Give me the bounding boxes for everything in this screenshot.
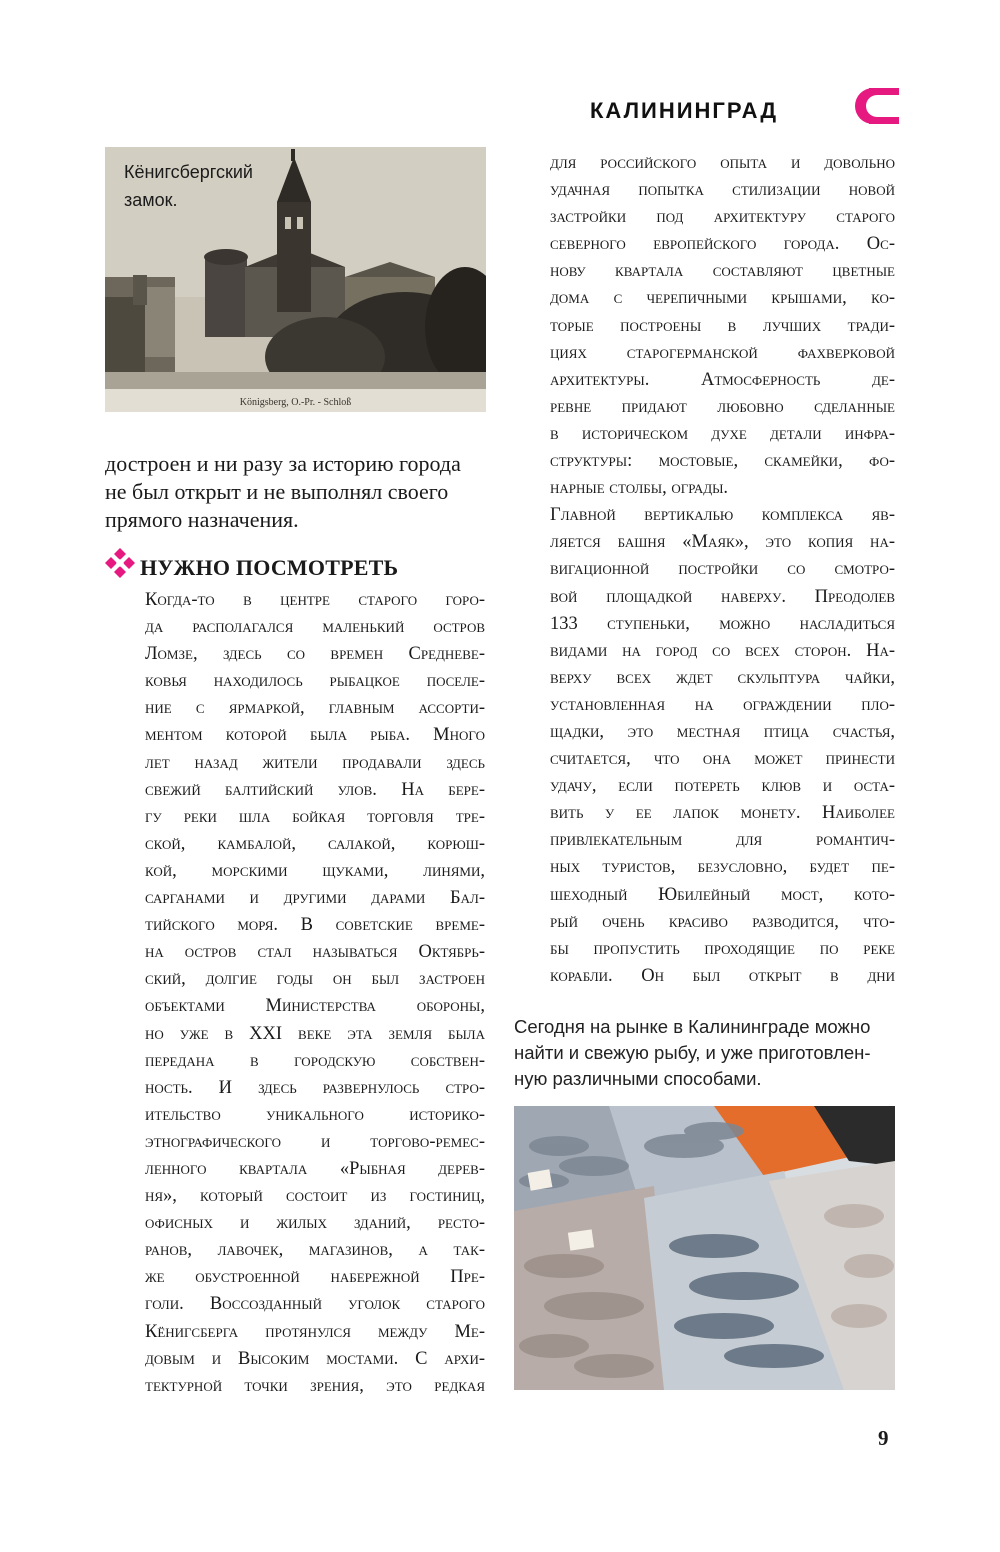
text-line: не был открыт и не выполнял своего [105, 479, 449, 504]
text-line: для российского опыта и довольно [550, 153, 895, 173]
section-title: КАЛИНИНГРАД [589, 98, 778, 123]
text-line: шеходный Юбилейный мост, кото- [550, 884, 895, 905]
text-line: ляется башня «Маяк», это копия на- [550, 532, 895, 553]
text-line: ковья находилось рыбацкое поселе- [145, 671, 485, 692]
text-line: тектурной точки зрения, это редкая [145, 1375, 485, 1396]
left-intro-paragraph [105, 450, 461, 534]
text-line: в историческом духе детали инфра- [550, 423, 895, 444]
text-line: офисных и жилых зданий, ресто- [145, 1213, 485, 1234]
postcard-inscription: Königsberg, O.-Pr. - Schloß [239, 397, 352, 408]
text-line: торые построены в лучших тради- [550, 315, 895, 336]
section-heading: НУЖНО ПОСМОТРЕТЬ [140, 555, 399, 580]
text-line: ментом которой была рыба. Много [145, 725, 485, 746]
text-line: да располагался маленький остров [145, 617, 485, 638]
text-line: вигационной постройки со смотро- [550, 559, 895, 580]
diamond-cluster-icon [104, 547, 136, 579]
text-line: свежий балтийский улов. На бере- [145, 779, 485, 800]
text-line: лет назад жители продавали здесь [145, 752, 485, 773]
text-line: довым и Высоким мостами. С архи- [145, 1348, 485, 1369]
text-line: гу реки шла бойкая торговля тре- [145, 806, 485, 827]
text-line: Кёнигсберга протянулся между Ме- [145, 1321, 485, 1342]
castle-photo-caption: Кёнигсбергский замок. [124, 162, 253, 210]
fish-photo-caption: Сегодня на рынке в Калининграде можно найти и свежую рыбу, и уже приготовлен- ную различными способами. [514, 1016, 871, 1089]
text-line: застройки под архитектуру старого [550, 207, 895, 228]
text-line: ность. И здесь развернулось стро- [145, 1077, 485, 1098]
text-line: передана в городскую собствен- [145, 1050, 485, 1071]
text-line: дома с черепичными крышами, ко- [550, 288, 895, 309]
text-line: нову квартала составляют цветные [550, 261, 895, 282]
text-line: Когда-то в центре старого горо- [145, 590, 485, 610]
text-line: структуры: мостовые, скамейки, фо- [550, 451, 895, 472]
text-line: этнографического и торгово-ремес- [145, 1131, 485, 1152]
text-line: нарные столбы, ограды. [550, 478, 729, 499]
left-column-text [145, 587, 485, 1400]
text-line: объектами Министерства обороны, [145, 996, 485, 1017]
text-line: кой, морскими щуками, линями, [145, 860, 485, 881]
text-line: архитектуры. Атмосферность де- [550, 369, 895, 390]
text-line: ский, долгие годы он был застроен [145, 969, 485, 990]
text-line: Главной вертикалью комплекса яв- [550, 505, 895, 526]
text-line: ревне придают любовно сделанные [550, 396, 895, 417]
text-line: корабли. Он был открыт в дни [550, 965, 895, 986]
text-line: ительство уникального историко- [145, 1104, 485, 1125]
fish-market-photo [514, 1106, 895, 1390]
text-line: вить у ее лапок монету. Наиболее [550, 803, 895, 824]
page-number: 9 [878, 1426, 889, 1450]
text-line: ние с ярмаркой, главным ассорти- [145, 698, 485, 719]
text-line: ской, камбалой, салакой, корюш- [145, 833, 485, 854]
text-line: Ломзе, здесь со времен Средневе- [145, 644, 485, 665]
text-line: установленная на ограждении пло- [550, 694, 895, 715]
text-line: удачу, если потереть клюв и оста- [550, 776, 895, 797]
text-line: ных туристов, безусловно, будет пе- [550, 857, 895, 878]
text-line: ленного квартала «Рыбная дерев- [145, 1158, 485, 1179]
text-line: на остров стал называться Октябрь- [145, 942, 485, 963]
section-crescent-icon [853, 86, 899, 126]
text-line: видами на город со всех сторон. На- [550, 640, 895, 661]
text-line: же обустроенной набережной Пре- [145, 1267, 485, 1288]
text-line: прямого назначения. [105, 507, 299, 532]
text-line: рый очень красиво разводится, что- [550, 911, 895, 932]
text-line: тийского моря. В советские време- [145, 915, 485, 936]
text-line: привлекательным для романтич- [550, 830, 895, 851]
text-line: 133 ступеньки, можно насладиться [550, 613, 895, 634]
text-line: ня», который состоит из гостиниц, [145, 1186, 485, 1207]
text-line: считается, что она может принести [550, 749, 895, 770]
text-line: голи. Воссозданный уголок старого [145, 1294, 485, 1315]
text-line: достроен и ни разу за историю города [105, 451, 461, 476]
text-line: циях старогерманской фахверковой [550, 342, 895, 363]
text-line: сарганами и другими дарами Бал- [145, 888, 485, 909]
text-line: верху всех ждет скульптура чайки, [550, 667, 895, 688]
right-column-text [550, 150, 895, 990]
fish-market-illustration [514, 1106, 895, 1390]
text-line: бы пропустить проходящие по реке [550, 938, 895, 959]
text-line: северного европейского города. Ос- [550, 234, 895, 255]
text-line: но уже в XXI веке эта земля была [145, 1023, 485, 1044]
text-line: удачная попытка стилизации новой [550, 180, 895, 201]
text-line: ранов, лавочек, магазинов, а так- [145, 1240, 485, 1261]
text-line: щадки, это местная птица счастья, [550, 721, 895, 742]
text-line: вой площадкой наверху. Преодолев [550, 586, 895, 607]
